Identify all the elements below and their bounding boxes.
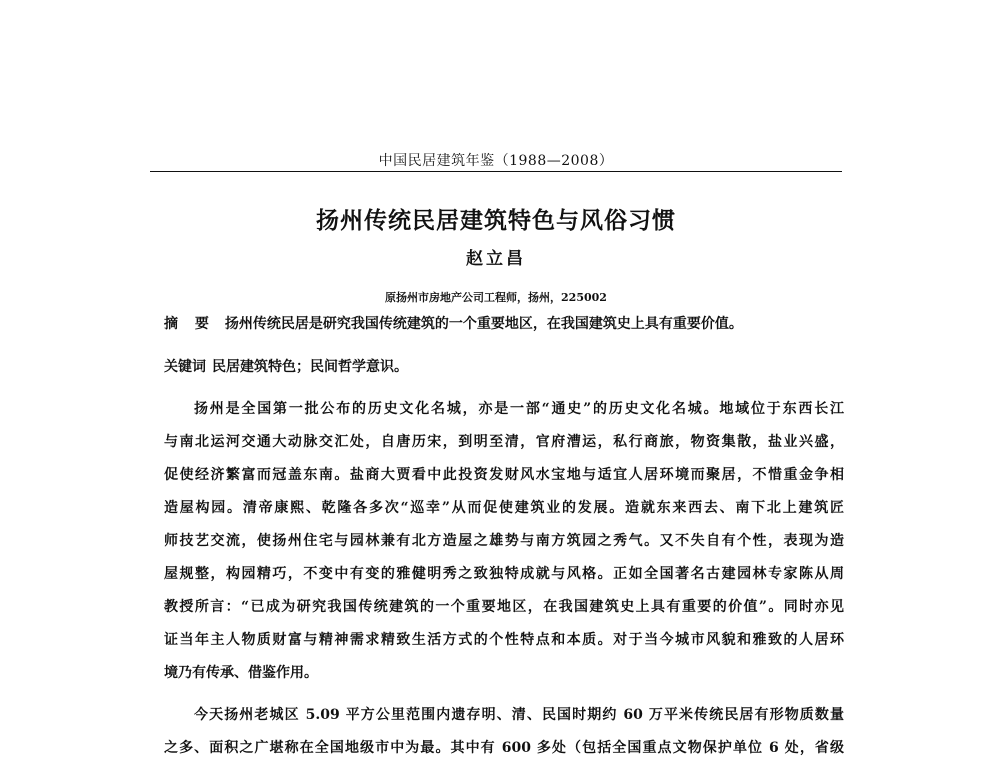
keywords-text: 民居建筑特色；民间哲学意识。 [212,359,408,375]
paragraph-line: 与南北运河交通大动脉交汇处，自唐历宋，到明至清，官府漕运，私行商旅，物资集散，盐业兴盛， [164,434,844,450]
paragraph-line: 屋规整，构园精巧，不变中有变的雅健明秀之致独特成就与风格。正如全国著名古建园林专家陈从周 [164,566,844,582]
paragraph-line: 师技艺交流，使扬州住宅与园林兼有北方造屋之雄势与南方筑园之秀气。又不失自有个性，表现为造 [164,533,844,549]
header-rule [150,171,842,172]
abstract-text: 扬州传统民居是研究我国传统建筑的一个重要地区，在我国建筑史上具有重要价值。 [224,316,743,332]
paper-title: 扬州传统民居建筑特色与风俗习惯 [316,208,676,234]
paragraph-line: 境乃有传承、借鉴作用。 [164,665,318,681]
keywords-label: 关键词 [164,359,206,375]
paragraph-line: 教授所言：“已成为研究我国传统建筑的一个重要地区，在我国建筑史上具有重要的价值”。同时亦见 [164,599,844,615]
paragraph-line: 造屋构园。清帝康熙、乾隆各多次“巡幸”从而促使建筑业的发展。造就东来西去、南下北上建筑匠 [164,500,844,516]
paragraph-line: 证当年主人物质财富与精神需求精致生活方式的个性特点和本质。对于当今城市风貌和雅致的人居环 [164,632,844,648]
keywords [164,356,844,376]
author-name: 赵立昌 [466,249,526,269]
running-header: 中国民居建筑年鉴（1988—2008） [378,153,614,169]
paragraph-line: 扬州是全国第一批公布的历史文化名城，亦是一部“通史”的历史文化名城。地域位于东西长江 [194,401,844,417]
paragraph-line: 促使经济繁富而冠盖东南。盐商大贾看中此投资发财风水宝地与适宜人居环境而聚居，不惜重金争相 [164,467,844,483]
author-affiliation: 原扬州市房地产公司工程师，扬州，225002 [385,291,607,304]
abstract-label: 摘 要 [164,316,215,332]
abstract [164,313,844,333]
paragraph-line: 之多、面积之广堪称在全国地级市中为最。其中有 600 多处（包括全国重点文物保护单位 6 处，省级 [164,740,844,756]
paragraph-line: 今天扬州老城区 5.09 平方公里范围内遗存明、清、民国时期约 60 万平米传统民居有形物质数量 [194,707,844,723]
